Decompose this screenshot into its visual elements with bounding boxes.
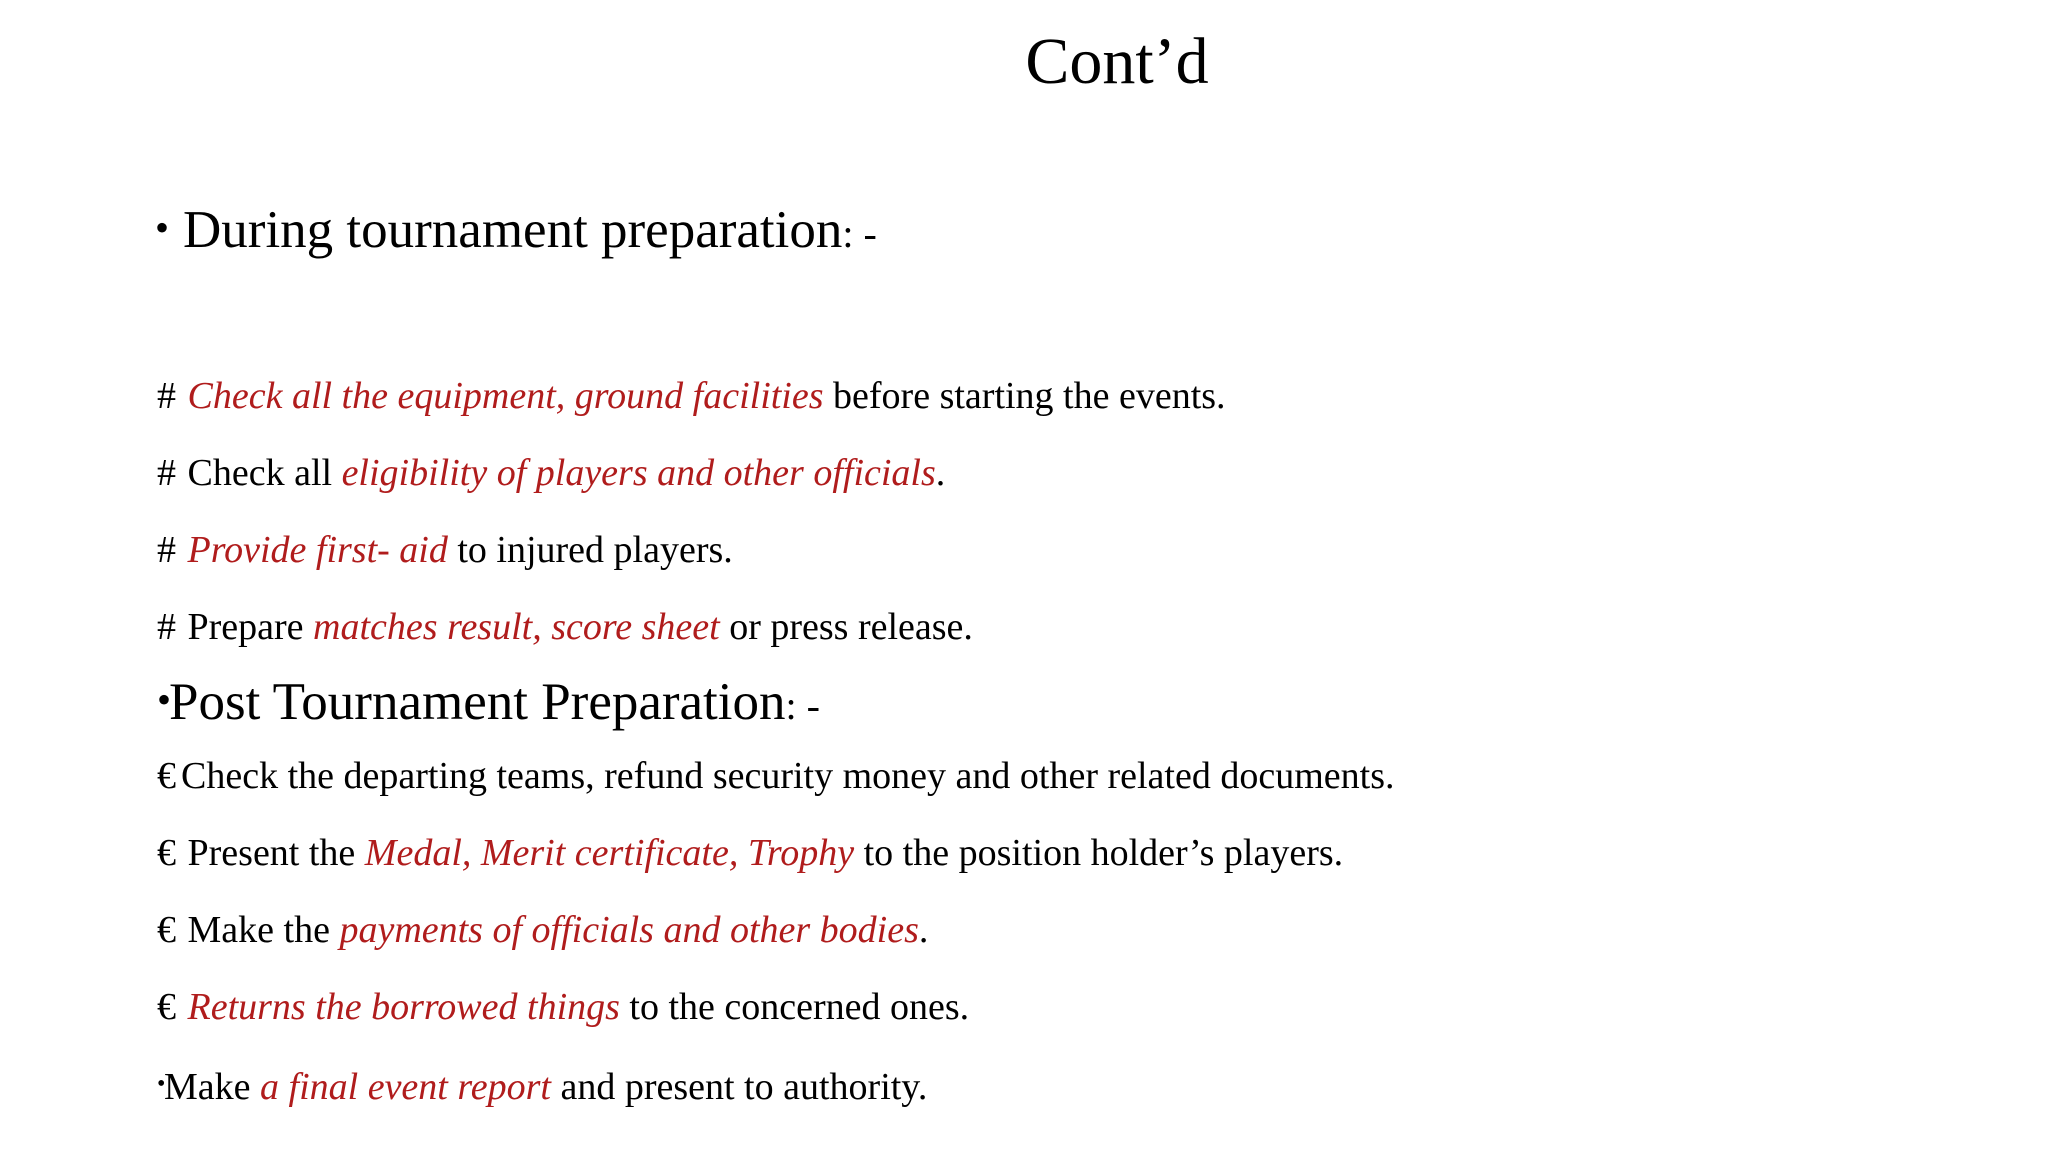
item-text-after: and present to authority. — [550, 1066, 928, 1108]
heading-suffix: : - — [842, 211, 877, 256]
item-text-after: . — [935, 452, 946, 494]
euro-mark: € — [157, 909, 176, 951]
euro-mark: € — [157, 755, 176, 797]
item-text: Make — [164, 1066, 261, 1108]
list-item — [157, 1061, 927, 1110]
item-text-after: to injured players. — [447, 529, 733, 571]
item-highlight: Medal, Merit certificate, Trophy — [364, 832, 855, 874]
bullet-icon: • — [157, 1071, 166, 1097]
euro-mark: € — [157, 986, 176, 1028]
section-heading-during — [155, 196, 877, 266]
euro-mark: € — [157, 832, 176, 874]
item-text-after: . — [918, 909, 929, 951]
hash-mark: # — [157, 529, 176, 571]
item-highlight: Returns the borrowed things — [187, 986, 620, 1028]
item-text: Check the departing teams, refund security money and other related documents. — [181, 755, 1395, 797]
list-item — [157, 373, 1226, 419]
item-text: Check all — [187, 452, 342, 494]
heading-suffix: : - — [785, 683, 820, 728]
heading-text: Post Tournament Preparation — [169, 673, 786, 731]
hash-mark: # — [157, 375, 176, 417]
list-item — [157, 984, 969, 1030]
section-heading-post — [157, 668, 820, 738]
item-highlight: payments of officials and other bodies — [339, 909, 919, 951]
list-item — [157, 450, 945, 496]
list-item — [157, 604, 973, 650]
heading-text: During tournament preparation — [183, 201, 843, 259]
hash-mark: # — [157, 452, 176, 494]
item-highlight: Check all the equipment, ground facilities — [187, 375, 824, 417]
list-item — [157, 527, 733, 573]
item-text-after: to the position holder’s players. — [854, 832, 1344, 874]
item-text: Prepare — [187, 606, 314, 648]
slide-title: Cont’d — [1025, 25, 1209, 98]
item-highlight: a final event report — [260, 1066, 551, 1108]
list-item — [157, 830, 1343, 876]
item-highlight: matches result, score sheet — [313, 606, 720, 648]
item-text-after: before starting the events. — [823, 375, 1226, 417]
item-text: Make the — [187, 909, 340, 951]
list-item — [157, 907, 928, 953]
item-text-after: to the concerned ones. — [619, 986, 970, 1028]
item-text: Present the — [187, 832, 365, 874]
bullet-icon: • — [157, 677, 172, 722]
item-highlight: Provide first- aid — [187, 529, 448, 571]
item-highlight: eligibility of players and other officials — [341, 452, 936, 494]
item-text-after: or press release. — [719, 606, 973, 648]
hash-mark: # — [157, 606, 176, 648]
bullet-icon: • — [155, 205, 170, 250]
list-item — [157, 753, 1394, 799]
